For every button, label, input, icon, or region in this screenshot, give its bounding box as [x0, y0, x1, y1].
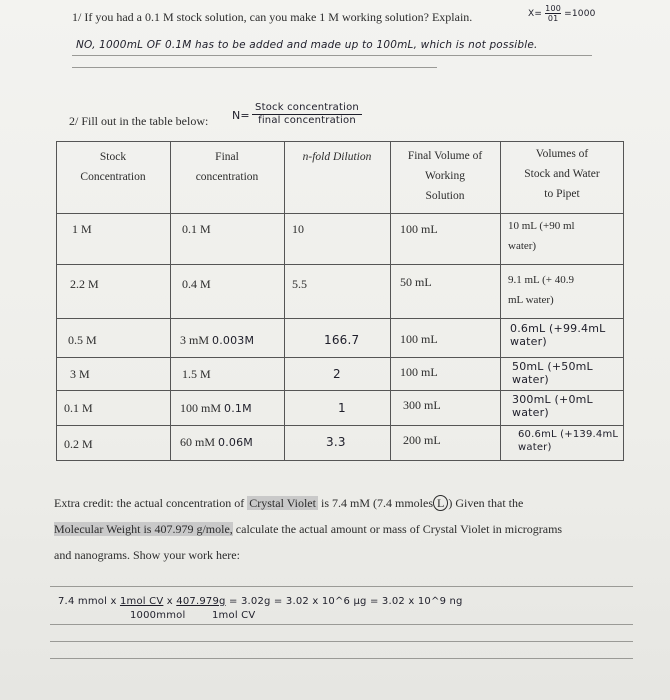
work-line	[50, 658, 633, 659]
answer-1: NO, 1000mL OF 0.1M has to be added and made up to 100mL, which is not possible.	[76, 39, 538, 51]
row3-final: 3 mM 0.003M	[180, 333, 255, 347]
answer-line	[72, 67, 437, 68]
work-line	[50, 641, 633, 642]
row5-stock: 0.1 M	[64, 401, 93, 415]
row4-nfold: 2	[333, 367, 341, 381]
header-final-volume: Final Volume of Working Solution	[407, 150, 483, 202]
row4-pipet: 50mL (+50mL water)	[512, 360, 593, 386]
header-n-fold-dilution: n-fold Dilution	[302, 151, 372, 163]
row5-nfold: 1	[338, 401, 346, 415]
row5-final: 100 mM 0.1M	[180, 401, 252, 415]
margin-note-den: 01	[547, 14, 559, 23]
row2-volume: 50 mL	[400, 275, 432, 289]
row1-nfold: 10	[292, 222, 304, 236]
row2-final: 0.4 M	[182, 277, 211, 291]
row1-pipet: 10 mL (+90 ml water)	[508, 220, 575, 252]
extra-credit: Extra credit: the actual concentration of Crystal Violet is 7.4 mM (7.4 mmoles L ) Given that the Molecular Weight is 407.979 g/mole, calculate the actual amount or mass of Crystal Violet in micrograms and nanograms. Show your work here:	[54, 496, 563, 562]
row6-stock: 0.2 M	[64, 437, 93, 451]
row2-pipet: 9.1 mL (+ 40.9 mL water)	[508, 274, 574, 306]
formula-lhs: N=	[232, 109, 250, 122]
row2-nfold: 5.5	[292, 277, 307, 291]
work-denominator-1: 1000mmol	[130, 610, 186, 621]
row4-volume: 100 mL	[400, 365, 438, 379]
row1-final: 0.1 M	[182, 222, 211, 236]
row3-volume: 100 mL	[400, 332, 438, 346]
row5-final-handwritten: 0.1M	[224, 402, 252, 415]
row6-final: 60 mM 0.06M	[180, 435, 253, 449]
row6-final-handwritten: 0.06M	[218, 436, 253, 449]
row3-pipet: 0.6mL (+99.4mL water)	[510, 322, 606, 348]
row4-final: 1.5 M	[182, 367, 211, 381]
row3-stock: 0.5 M	[68, 333, 97, 347]
row6-pipet: 60.6mL (+139.4mL water)	[518, 429, 619, 453]
work-line	[50, 624, 633, 625]
work-numerators: 7.4 mmol x 1mol CV x 407.979g = 3.02g = 3.02 x 10^6 µg = 3.02 x 10^9 ng	[58, 596, 463, 607]
row5-volume: 300 mL	[403, 398, 441, 412]
row3-nfold: 166.7	[324, 333, 360, 347]
work-denominator-2: 1mol CV	[212, 610, 256, 621]
row3-final-handwritten: 0.003M	[212, 334, 255, 347]
formula-numerator: Stock concentration	[252, 102, 362, 115]
answer-line	[72, 55, 592, 56]
formula-fraction	[252, 102, 362, 127]
header-volumes-to-pipet: Volumes of Stock and Water to Pipet	[524, 148, 600, 200]
header-stock-concentration: Stock Concentration	[80, 151, 146, 183]
row4-stock: 3 M	[70, 367, 90, 381]
highlight-molecular-weight: Molecular Weight is 407.979 g/mole,	[54, 522, 233, 536]
work-line	[50, 586, 633, 587]
circled-L: L	[433, 495, 448, 511]
header-final-concentration: Final concentration	[195, 151, 259, 183]
margin-note-num: 100	[545, 4, 562, 13]
row2-stock: 2.2 M	[70, 277, 99, 291]
row1-volume: 100 mL	[400, 222, 438, 236]
row1-stock: 1 M	[72, 222, 92, 236]
formula-denominator: final concentration	[258, 115, 356, 126]
row5-pipet: 300mL (+0mL water)	[512, 393, 593, 419]
question-2: 2/ Fill out in the table below:	[69, 114, 209, 128]
question-1: 1/ If you had a 0.1 M stock solution, can you make 1 M working solution? Explain.	[72, 10, 473, 24]
highlight-crystal-violet: Crystal Violet	[249, 496, 316, 510]
margin-note	[528, 4, 596, 23]
margin-note-rhs: =1000	[564, 9, 596, 19]
row6-volume: 200 mL	[403, 433, 441, 447]
row6-nfold: 3.3	[326, 435, 346, 449]
margin-note-lhs: X=	[528, 9, 543, 19]
